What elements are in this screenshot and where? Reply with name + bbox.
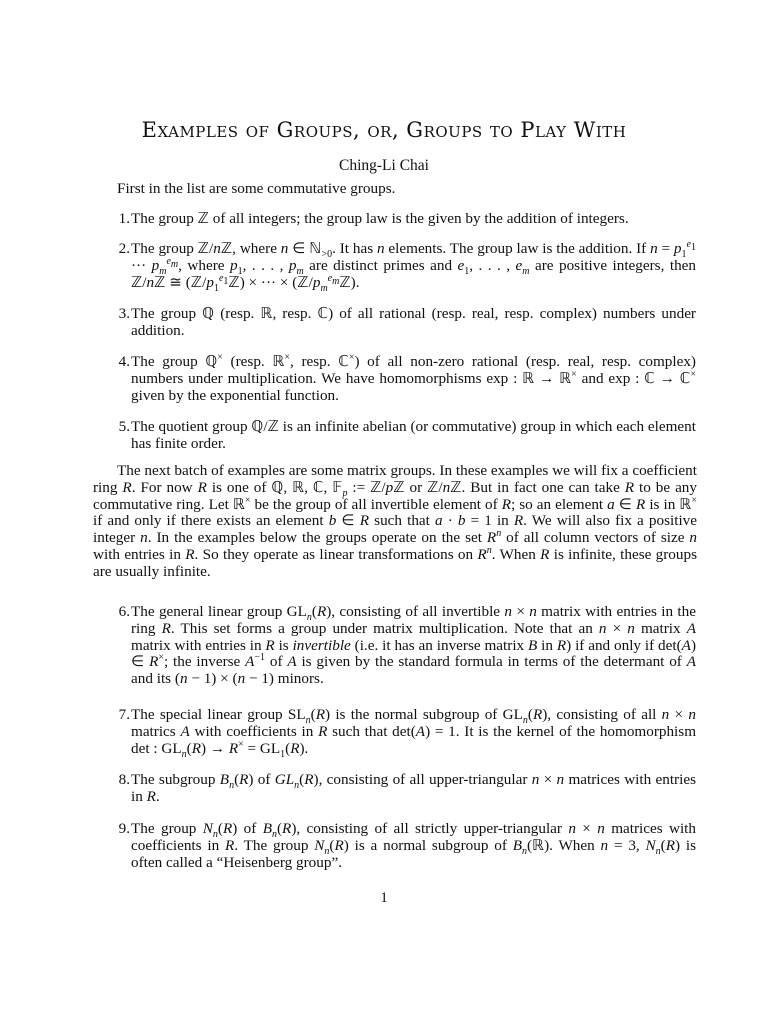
- list-item-text: The group ℤ of all integers; the group law is the given by the addition of integers.: [131, 210, 629, 227]
- list-number: 7.: [118, 706, 130, 723]
- list-number: 5.: [118, 418, 130, 435]
- list-number: 6.: [118, 603, 130, 620]
- list-number: 3.: [118, 305, 130, 322]
- list-number: 1.: [118, 210, 130, 227]
- intro-sentence: First in the list are some commutative groups.: [117, 180, 396, 197]
- list-item-text: The general linear group $GL_n(R)$, consisting of all invertible n × n matrix with entries in the ring R. This set forms a group under matrix multiplication. Note that an n × n matrix A matrix with entries in R is invertible (i.e. it has an inverse matrix B in R) if and only if det(A) ∈ R×; the inverse $A^{-1}$ of A is given by the standard formula in terms of the determant of A and its (n − 1) × (n − 1) minors.: [131, 603, 696, 688]
- list-item-text: The group ℚ (resp. ℝ, resp. ℂ) of all rational (resp. real, resp. complex) numbers under addition.: [131, 305, 696, 339]
- author-name: Ching-Li Chai: [339, 157, 429, 174]
- list-item-text: The group ℚ× (resp. ℝ×, resp. ℂ×) of all non-zero rational (resp. real, resp. complex) numbers under multiplication. We have homomorphisms exp : ℝ → ℝ× and exp : ℂ → ℂ× given by the exponential function.: [131, 351, 696, 404]
- list-item-text: The special linear group $SL_n(R)$ is the normal subgroup of $GL_n(R)$, consisting of all n × n matrics A with coefficients in R such that det(A) = 1. It is the kernel of the homomorphism det : $GL_n(R) \to R^\times = GL_1(R)$.: [131, 706, 697, 760]
- body-paragraph: The next batch of examples are some matrix groups. In these examples we will fix a coefficient ring R. For now R is one of ℚ, ℝ, ℂ, 𝔽$_p$ := ℤ/pℤ or ℤ/nℤ. But in fact one can take R to be any commutative ring. Let ℝ× be the group of all invertible element of R; so an element a ∈ R is in ℝ× if and only if there exists an element b ∈ R such that a · b = 1 in R. We will also fix a positive integer n. In the examples below the groups operate on the set $R^n$ of all column vectors of size n with entries in R. So they operate as linear transformations on $R^n$. When R is infinite, these groups are usually infinite.: [93, 462, 697, 580]
- list-item-text: The group $N_n(R)$ of $B_n(R)$, consisting of all strictly upper-triangular n × n matrices with coefficients in R. The group $N_n(R)$ is a normal subgroup of $B_n(ℝ)$. When n = 3, $N_n(R)$ is often called a “Heisenberg group”.: [131, 820, 696, 871]
- list-number: 9.: [118, 820, 130, 837]
- list-item-text: The subgroup $B_n(R)$ of $GL_n(R)$, consisting of all upper-triangular n × n matrices with entries in R.: [131, 771, 696, 805]
- page-number: 1: [380, 889, 388, 906]
- list-number: 4.: [118, 353, 130, 370]
- list-item-text: The group ℤ/nℤ, where n ∈ ℕ$_{>0}$. It has n elements. The group law is the addition. If $n = p_1^{e_1}$ ··· $p_m^{e_m}$, where $p_1$, . . . , $p_m$ are distinct primes and $e_1$, . . . , $e_m$ are positive integers, then ℤ/nℤ ≅ $(ℤ/p_1^{e_1}ℤ)$ × ··· × $(ℤ/p_m^{e_m}ℤ)$.: [131, 238, 697, 294]
- list-number: 2.: [118, 240, 130, 257]
- list-item-text: The quotient group ℚ/ℤ is an infinite abelian (or commutative) group in which each element has finite order.: [131, 418, 696, 452]
- list-number: 8.: [118, 771, 130, 788]
- paper-title: Examples of Groups, or, Groups to Play With: [141, 118, 627, 142]
